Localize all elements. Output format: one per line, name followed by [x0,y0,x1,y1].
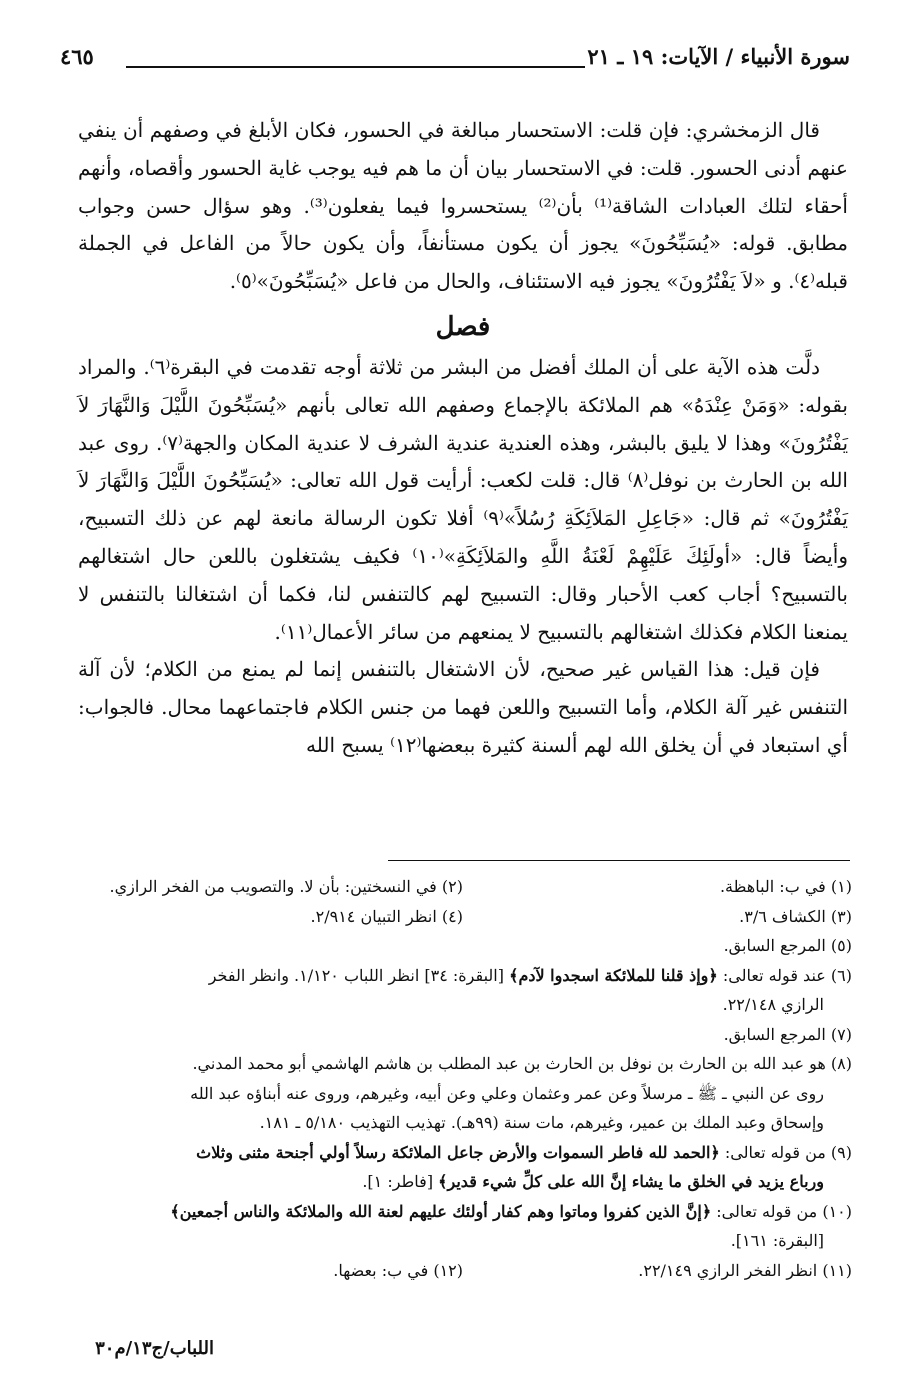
page-header [60,40,850,74]
footnote-10 [74,1197,852,1227]
paragraph-3: فإن قيل: هذا القياس غير صحيح، لأن الاشتغال بالتنفس إنما لم يمنع من الكلام؛ لأن آلة التنفس غير آلة الكلام، وأما التسبيح واللعن فهما من جنس الكلام فاجتماعهما محال. فالجواب: أي استبعاد في أن يخلق الله لهم ألسنة كثيرة ببعضها⁽١٢⁾ يسبح الله [78,657,848,757]
footnote-row [74,902,852,932]
footnote-6-intro: (٦) عند قوله تعالى: [717,965,852,985]
footnote-10-cont: [البقرة: ١٦١]. [730,1231,824,1250]
page-number: ٤٦٥ [60,44,94,69]
footnotes [74,872,852,1285]
footnote-7: (٧) المرجع السابق. [723,1024,852,1044]
paragraph-1: قال الزمخشري: فإن قلت: الاستحسار مبالغة في الحسور، فكان الأبلغ في وصفهم أن ينفي عنهم أدنى الحسور. قلت: في الاستحسار بيان أن ما هم فيه يوجب غاية الحسور وأقصاه، وأنهم أحقاء لتلك العبادات الشاقة⁽¹⁾ بأن⁽²⁾ يستحسروا فيما يفعلون⁽³⁾. وهو سؤال حسن وجواب مطابق. قوله: «يُسَبِّحُونَ» يجوز أن يكون مستأنفاً، وأن يكون حالاً من الفاعل في الجملة قبله⁽٤⁾. و «لاَ يَفْتُرُونَ» يجوز فيه الاستئناف، والحال من فاعل «يُسَبِّحُونَ»⁽٥⁾. [78,118,848,294]
footnote-separator [388,860,850,861]
footnote-8: (٨) هو عبد الله بن الحارث بن نوفل بن الحارث بن عبد المطلب بن هاشم الهاشمي أبو محمد المدني. [192,1054,852,1073]
footnote-row [74,872,852,902]
paragraph-2: دلَّت هذه الآية على أن الملك أفضل من البشر من ثلاثة أوجه تقدمت في البقرة⁽٦⁾. والمراد بقوله: «وَمَنْ عِنْدَهُ» هم الملائكة بالإجماع وصفهم الله تعالى بأنهم «يُسَبِّحُونَ اللَّيْلَ وَالنَّهَارَ لاَ يَفْتُرُونَ» وهذا لا يليق بالبشر، وهذه العندية عندية الشرف لا عندية المكان والجهة⁽٧⁾. روى عبد الله بن الحارث بن نوفل⁽٨⁾ قال: قلت لكعب: أرأيت قول الله تعالى: «يُسَبِّحُونَ اللَّيْلَ وَالنَّهَارَ لاَ يَفْتُرُونَ» ثم قال: «جَاعِلِ المَلاَئِكَةِ رُسُلاً»⁽٩⁾ أفلا تكون الرسالة مانعة لهم عن ذلك التسبيح، وأيضاً قال: «أولَئِكَ عَلَيْهِمْ لَعْنَةُ اللَّهِ والمَلاَئِكَةِ»⁽١٠⁾ فكيف يشتغلون باللعن حال اشتغالهم بالتسبيح؟ أجاب كعب الأحبار وقال: التسبيح لهم كالتنفس لنا، فكما أن اشتغالنا بالتنفس لا يمنعنا الكلام فكذلك اشتغالهم بالتسبيح لا يمنعهم من سائر الأعمال⁽١١⁾. [78,354,849,644]
footnote-8-cont2: وإسحاق وعبد الملك بن عمير، وغيرهم، مات سنة (٩٩هـ). تهذيب التهذيب ٥/١٨٠ ـ ١٨١. [259,1113,824,1132]
footnote-12: (١٢) في ب: بعضها. [333,1260,463,1280]
header-rule [126,66,585,68]
main-text [78,112,848,765]
footnote-6-cont: الرازي ٢٢/١٤٨. [722,995,824,1014]
footnote-2: (٢) في النسختين: بأن لا. والتصويب من الفخر الرازي. [109,877,463,896]
footnote-11: (١١) انظر الفخر الرازي ٢٢/١٤٩. [638,1260,852,1280]
footnote-6-ref: [البقرة: ٣٤] انظر اللباب ١/١٢٠. وانظر الفخر [208,965,510,985]
footnote-9-ref: [فاطر: ١]. [362,1172,439,1191]
section-heading: فصل [435,311,491,342]
signature-mark: اللباب/ج١٣/م٣٠ [95,1338,214,1359]
footnote-9-verse-cont: ورباع يزيد في الخلق ما يشاء إنَّ الله على كلِّ شيء قدير﴾ [438,1172,824,1191]
footnote-10-verse: ﴿إنَّ الذين كفروا وماتوا وهم كفار أولئك عليهم لعنة الله والملائكة والناس أجمعين﴾ [170,1201,712,1221]
footnote-9-cont [74,1167,852,1197]
footnote-10-intro: (١٠) من قوله تعالى: [711,1201,852,1221]
footnote-1: (١) في ب: الباهظة. [719,877,852,896]
footnote-6 [74,961,852,991]
footnote-9 [74,1138,852,1168]
footnote-8-cont: روى عن النبي ـ ﷺ ـ مرسلاً وعن عمر وعثمان وعلي وعن أبيه، وغيرهم، وروى عنه أبناؤه عبد الله [190,1083,824,1103]
footnote-6-verse: ﴿وإذ قلنا للملائكة اسجدوا لآدم﴾ [509,965,718,985]
footnote-row [74,1256,852,1286]
footnote-3: (٣) الكشاف ٣/٦. [739,906,852,926]
running-title: سورة الأنبياء / الآيات: ١٩ ـ ٢١ [587,44,850,69]
footnote-9-intro: (٩) من قوله تعالى: [719,1142,852,1162]
footnote-4: (٤) انظر التبيان ٢/٩١٤. [310,906,463,926]
footnote-5: (٥) المرجع السابق. [723,936,852,955]
footnote-9-verse: ﴿الحمد لله فاطر السموات والأرض جاعل الملائكة رسلاً أولي أجنحة مثنى وثلاث [196,1142,720,1162]
